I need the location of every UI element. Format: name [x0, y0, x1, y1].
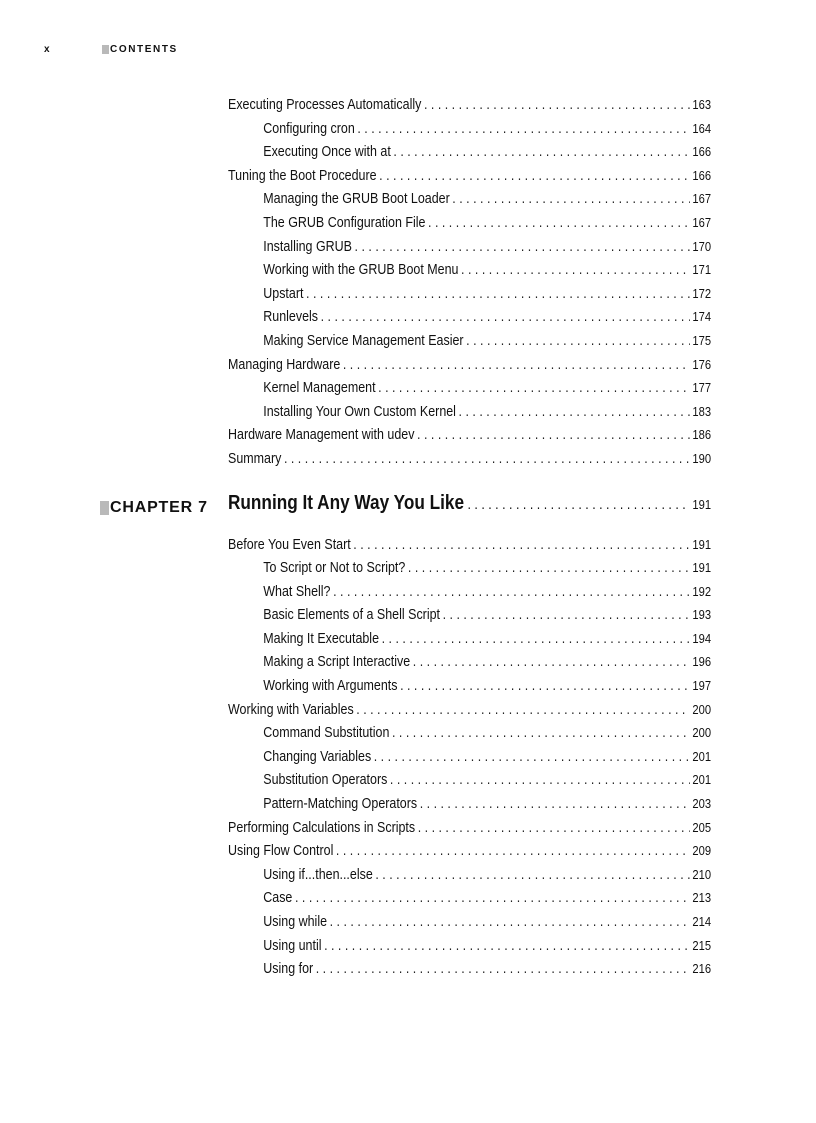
toc-entry[interactable] — [228, 772, 711, 796]
toc-entry[interactable] — [228, 357, 711, 381]
toc-entry-page: 201 — [692, 748, 712, 764]
toc-entry[interactable] — [228, 168, 711, 192]
toc-entry-page: 183 — [692, 403, 712, 419]
toc-entry-title: Making It Executable — [263, 630, 380, 647]
dot-leader — [418, 820, 690, 836]
chapter-heading[interactable] — [110, 485, 712, 537]
chapter-marker-icon — [100, 501, 109, 515]
toc-entry-page: 201 — [692, 772, 712, 788]
toc-entry[interactable] — [228, 239, 711, 263]
toc-entry-page: 172 — [692, 285, 712, 301]
toc-entry[interactable] — [228, 427, 711, 451]
toc-entry-page: 192 — [692, 583, 712, 599]
dot-leader — [466, 333, 690, 349]
dot-leader — [420, 796, 690, 812]
toc-entry-title: Using if...then...else — [263, 866, 373, 883]
toc-entry-page: 176 — [692, 356, 712, 372]
toc-entry-title: Executing Processes Automatically — [228, 97, 422, 113]
dot-leader — [295, 890, 690, 906]
toc-entry[interactable] — [228, 560, 711, 584]
dot-leader — [343, 357, 690, 373]
toc-entry[interactable] — [228, 961, 711, 985]
toc-entry[interactable] — [228, 97, 711, 121]
dot-leader — [375, 867, 689, 883]
toc-entry-title: Performing Calculations in Scripts — [228, 819, 416, 836]
toc-entry[interactable] — [228, 584, 711, 608]
toc-entry-page: 200 — [692, 701, 712, 717]
dot-leader — [333, 584, 690, 600]
toc-entry[interactable] — [228, 820, 711, 844]
toc-entries-before — [228, 97, 711, 475]
toc-entries-after — [228, 537, 711, 985]
toc-entry[interactable] — [228, 309, 711, 333]
toc-entry-title: Managing the GRUB Boot Loader — [263, 191, 450, 208]
toc-entry[interactable] — [228, 796, 711, 820]
dot-leader — [353, 537, 690, 553]
dot-leader — [392, 725, 690, 741]
toc-entry-page: 191 — [692, 536, 712, 552]
toc-entry[interactable] — [228, 725, 711, 749]
toc-entry-page: 166 — [692, 144, 712, 160]
toc-entry-title: Hardware Management with udev — [228, 427, 415, 444]
dot-leader — [443, 607, 690, 623]
toc-entry-page: 197 — [692, 678, 712, 694]
dot-leader — [424, 97, 690, 113]
toc-entry-page: 177 — [692, 380, 712, 396]
toc-entry-title: Basic Elements of a Shell Script — [263, 607, 441, 624]
toc-entry-page: 171 — [692, 262, 712, 278]
dot-leader — [467, 497, 689, 513]
dot-leader — [452, 191, 690, 207]
toc-entry-title: Using while — [263, 914, 328, 930]
toc-entry[interactable] — [228, 144, 711, 168]
toc-entry-title: Substitution Operators — [263, 772, 388, 789]
toc-entry[interactable] — [228, 191, 711, 215]
toc-entry-title: Case — [263, 890, 293, 907]
toc-entry-page: 174 — [692, 309, 712, 325]
toc-entry[interactable] — [228, 749, 711, 773]
toc-entry-title: What Shell? — [263, 583, 331, 600]
toc-entry-title: Changing Variables — [263, 748, 372, 765]
toc-entry-title: Using for — [263, 961, 314, 978]
toc-entry-page: 196 — [692, 654, 712, 670]
toc-entry-title: Making Service Management Easier — [263, 332, 464, 349]
dot-leader — [408, 560, 690, 576]
dot-leader — [321, 309, 690, 325]
dot-leader — [378, 380, 690, 396]
toc-entry-page: 170 — [692, 238, 712, 254]
dot-leader — [400, 678, 690, 694]
toc-entry-page: 210 — [692, 866, 712, 882]
dot-leader — [428, 215, 690, 231]
dot-leader — [336, 843, 690, 859]
chapter-label — [100, 499, 208, 517]
dot-leader — [356, 702, 690, 718]
chapter-title: Running It Any Way You Like — [228, 491, 465, 514]
dot-leader — [284, 451, 690, 467]
toc-entry-title: Upstart — [263, 285, 304, 302]
toc-entry[interactable] — [228, 631, 711, 655]
dot-leader — [390, 772, 690, 788]
toc-entry[interactable] — [228, 537, 711, 561]
toc-entry-page: 186 — [692, 427, 712, 443]
toc-entry-page: 203 — [692, 796, 712, 812]
toc-entry-title: Managing Hardware — [228, 356, 341, 373]
dot-leader — [316, 961, 690, 977]
toc-entry-page: 163 — [692, 97, 712, 112]
toc-entry[interactable] — [228, 654, 711, 678]
toc-entry[interactable] — [228, 914, 711, 938]
toc-entry[interactable] — [228, 404, 711, 428]
toc-entry-page: 167 — [692, 214, 712, 230]
toc-entry-title: Installing GRUB — [263, 238, 352, 255]
toc-entry-title: Working with the GRUB Boot Menu — [263, 262, 459, 279]
dot-leader — [413, 654, 690, 670]
toc-entry-page: 215 — [692, 937, 712, 953]
toc-entry-page: 216 — [692, 961, 712, 977]
toc-entry[interactable] — [228, 380, 711, 404]
toc-entry-page: 209 — [692, 843, 712, 859]
dot-leader — [324, 938, 690, 954]
dot-leader — [461, 262, 690, 278]
page-number: x — [44, 44, 51, 55]
toc-entry-page: 175 — [692, 332, 712, 348]
toc-entry-page: 205 — [692, 819, 712, 835]
toc-entry-title: Working with Arguments — [263, 678, 398, 695]
toc-entry-page: 213 — [692, 890, 712, 906]
toc-entry[interactable] — [228, 121, 711, 145]
toc-entry-title: Pattern-Matching Operators — [263, 796, 418, 813]
toc-entry-title: Using Flow Control — [228, 843, 334, 860]
toc-entry[interactable] — [228, 607, 711, 631]
toc-entry[interactable] — [228, 843, 711, 867]
section-marker-icon — [102, 45, 109, 54]
toc-entry-page: 193 — [692, 607, 712, 623]
dot-leader — [393, 144, 689, 160]
toc-entry[interactable] — [228, 333, 711, 357]
dot-leader — [330, 914, 690, 930]
running-head-text: CONTENTS — [110, 44, 178, 55]
toc-entry-title: Command Substitution — [263, 725, 390, 742]
toc-entry[interactable] — [228, 286, 711, 310]
dot-leader — [374, 749, 690, 765]
toc-entry-title: Kernel Management — [263, 380, 376, 397]
toc-entry-page: 190 — [692, 450, 712, 466]
toc-entry[interactable] — [228, 215, 711, 239]
dot-leader — [382, 631, 690, 647]
dot-leader — [459, 404, 690, 420]
toc-entry-page: 164 — [692, 120, 712, 136]
toc-entry-title: Using until — [263, 937, 322, 954]
dot-leader — [379, 168, 690, 184]
toc-entry-page: 167 — [692, 191, 712, 207]
dot-leader — [417, 427, 690, 443]
chapter-label-text: CHAPTER 7 — [110, 498, 208, 516]
toc-entry-page: 200 — [692, 725, 712, 741]
chapter-entry — [228, 492, 711, 515]
toc-entry-title: Tuning the Boot Procedure — [228, 167, 377, 184]
toc-entry-title: Runlevels — [263, 309, 319, 326]
toc-entry[interactable] — [228, 890, 711, 914]
running-head — [102, 44, 178, 55]
toc-entry-page: 214 — [692, 914, 712, 929]
dot-leader — [355, 239, 690, 255]
toc-entry-title: Working with Variables — [228, 701, 354, 718]
toc-entry[interactable] — [228, 262, 711, 286]
toc-entry-page: 191 — [692, 560, 712, 576]
toc-entry[interactable] — [228, 702, 711, 726]
table-of-contents — [110, 97, 712, 985]
toc-entry-page: 194 — [692, 630, 712, 646]
toc-entry-title: Installing Your Own Custom Kernel — [263, 403, 456, 420]
dot-leader — [306, 286, 690, 302]
toc-entry-title: Summary — [228, 450, 282, 467]
toc-entry-title: The GRUB Configuration File — [263, 214, 426, 231]
chapter-page: 191 — [692, 496, 712, 512]
toc-entry[interactable] — [228, 867, 711, 891]
toc-entry-title: Before You Even Start — [228, 536, 351, 553]
toc-entry-title: To Script or Not to Script? — [263, 560, 406, 577]
toc-entry[interactable] — [228, 451, 711, 475]
toc-entry[interactable] — [228, 678, 711, 702]
toc-entry-title: Executing Once with at — [263, 144, 391, 161]
toc-entry[interactable] — [228, 938, 711, 962]
toc-entry-title: Configuring cron — [263, 120, 355, 137]
toc-entry-page: 166 — [692, 167, 712, 183]
dot-leader — [357, 121, 689, 137]
toc-entry-title: Making a Script Interactive — [263, 654, 411, 671]
